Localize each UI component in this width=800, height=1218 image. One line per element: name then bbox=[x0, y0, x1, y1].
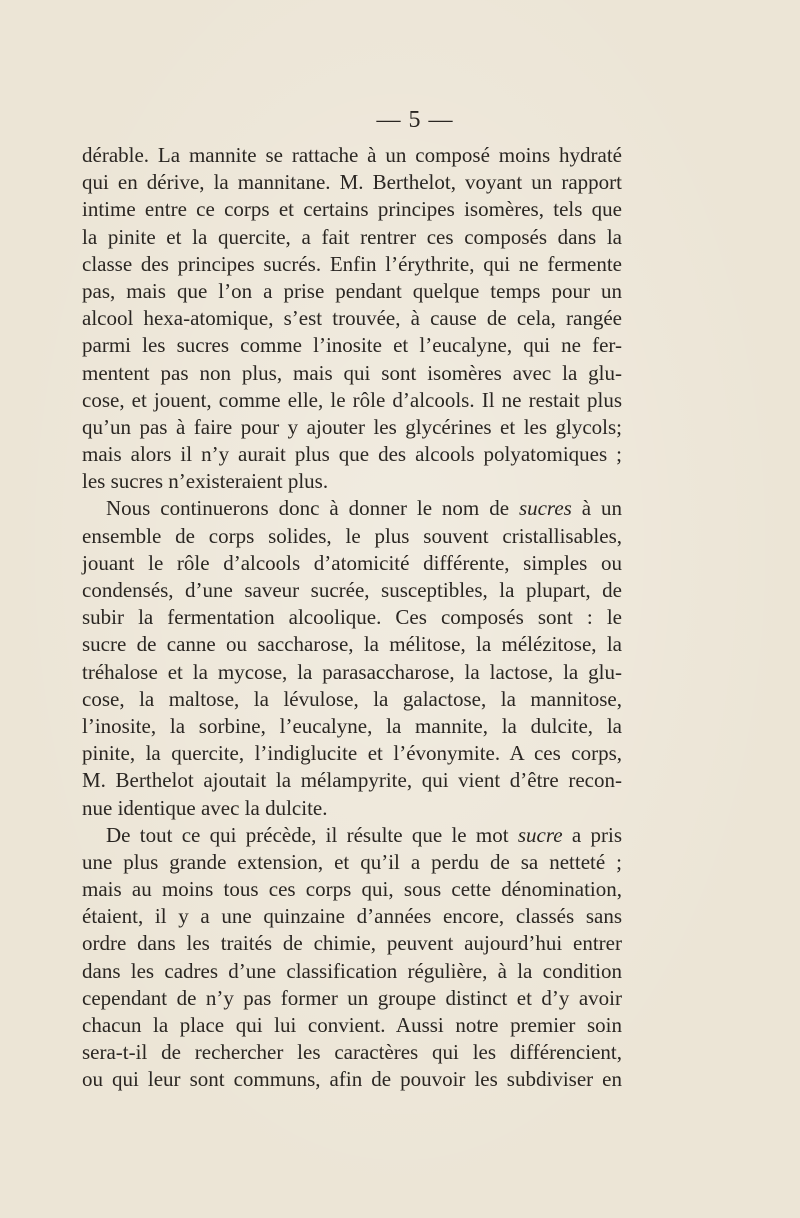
text-line: qui en dérive, la mannitane. M. Berthelot, voyant un rapport bbox=[82, 170, 622, 195]
paragraph-start-line bbox=[82, 822, 622, 849]
text-line: sera-t-il de rechercher les caractères qui les différencient, bbox=[82, 1040, 622, 1065]
text-line: l’inosite, la sorbine, l’eucalyne, la mannite, la dulcite, la bbox=[82, 713, 622, 738]
text-line: la pinite et la quercite, a fait rentrer ces composés dans la bbox=[82, 224, 622, 249]
text-line: dérable. La mannite se rattache à un composé moins hydraté bbox=[82, 143, 622, 167]
text-line: ou qui leur sont communs, afin de pouvoir les subdiviser en bbox=[82, 1067, 622, 1092]
italic-term: sucres bbox=[518, 496, 572, 521]
paragraph-end-line: nue identique avec la dulcite. bbox=[82, 795, 328, 820]
text-line: mais alors il n’y aurait plus que des alcools polyatomiques ; bbox=[82, 442, 622, 467]
italic-term: sucre bbox=[517, 822, 563, 847]
text-line: cose, et jouent, comme elle, le rôle d’alcools. Il ne restait plus bbox=[82, 387, 622, 412]
text-line: classe des principes sucrés. Enfin l’érythrite, qui ne fermente bbox=[82, 251, 622, 276]
text-run: Nous continuerons donc à donner le nom de bbox=[106, 496, 519, 521]
text-line: qu’un pas à faire pour y ajouter les glycérines et les glycols; bbox=[82, 414, 622, 439]
text-line: condensés, d’une saveur sucrée, susceptibles, la plupart, de bbox=[82, 578, 622, 602]
text-run: à un bbox=[571, 496, 622, 521]
text-run: De tout ce qui précède, il résulte que le mot bbox=[106, 822, 518, 847]
text-line: parmi les sucres comme l’inosite et l’eucalyne, qui ne fer- bbox=[82, 333, 622, 358]
text-line: ensemble de corps solides, le plus souvent cristallisables, bbox=[82, 523, 622, 548]
text-line: une plus grande extension, et qu’il a perdu de sa netteté ; bbox=[82, 849, 622, 874]
text-run: a pris bbox=[562, 822, 622, 847]
text-line: M. Berthelot ajoutait la mélampyrite, qui vient d’être recon- bbox=[82, 768, 622, 793]
text-line: mais au moins tous ces corps qui, sous cette dénomination, bbox=[82, 877, 622, 902]
text-line: cose, la maltose, la lévulose, la galactose, la mannitose, bbox=[82, 686, 622, 711]
text-line: mentent pas non plus, mais qui sont isomères avec la glu- bbox=[82, 360, 622, 385]
page-number: — 5 — bbox=[376, 107, 454, 133]
text-line: ordre dans les traités de chimie, peuvent aujourd’hui entrer bbox=[82, 931, 622, 956]
paragraph-start-line bbox=[82, 495, 622, 522]
text-line: tréhalose et la mycose, la parasaccharose, la lactose, la glu- bbox=[82, 659, 622, 684]
text-line: cependant de n’y pas former un groupe distinct et d’y avoir bbox=[82, 985, 622, 1010]
text-line: subir la fermentation alcoolique. Ces composés sont : le bbox=[82, 605, 622, 630]
text-line: sucre de canne ou saccharose, la mélitose, la mélézitose, la bbox=[82, 632, 622, 657]
paragraph-end-line: les sucres n’existeraient plus. bbox=[82, 469, 329, 494]
text-line: jouant le rôle d’alcools d’atomicité différente, simples ou bbox=[82, 550, 622, 575]
body-text bbox=[82, 142, 622, 1094]
text-line: alcool hexa-atomique, s’est trouvée, à cause de cela, rangée bbox=[82, 306, 622, 331]
text-line: intime entre ce corps et certains principes isomères, tels que bbox=[82, 197, 622, 222]
text-line: pas, mais que l’on a prise pendant quelque temps pour un bbox=[82, 278, 622, 303]
text-line: dans les cadres d’une classification régulière, à la condition bbox=[82, 958, 622, 983]
text-line: chacun la place qui lui convient. Aussi notre premier soin bbox=[82, 1013, 622, 1037]
text-line: étaient, il y a une quinzaine d’années encore, classés sans bbox=[82, 904, 622, 929]
text-line: pinite, la quercite, l’indiglucite et l’évonymite. A ces corps, bbox=[82, 741, 622, 766]
